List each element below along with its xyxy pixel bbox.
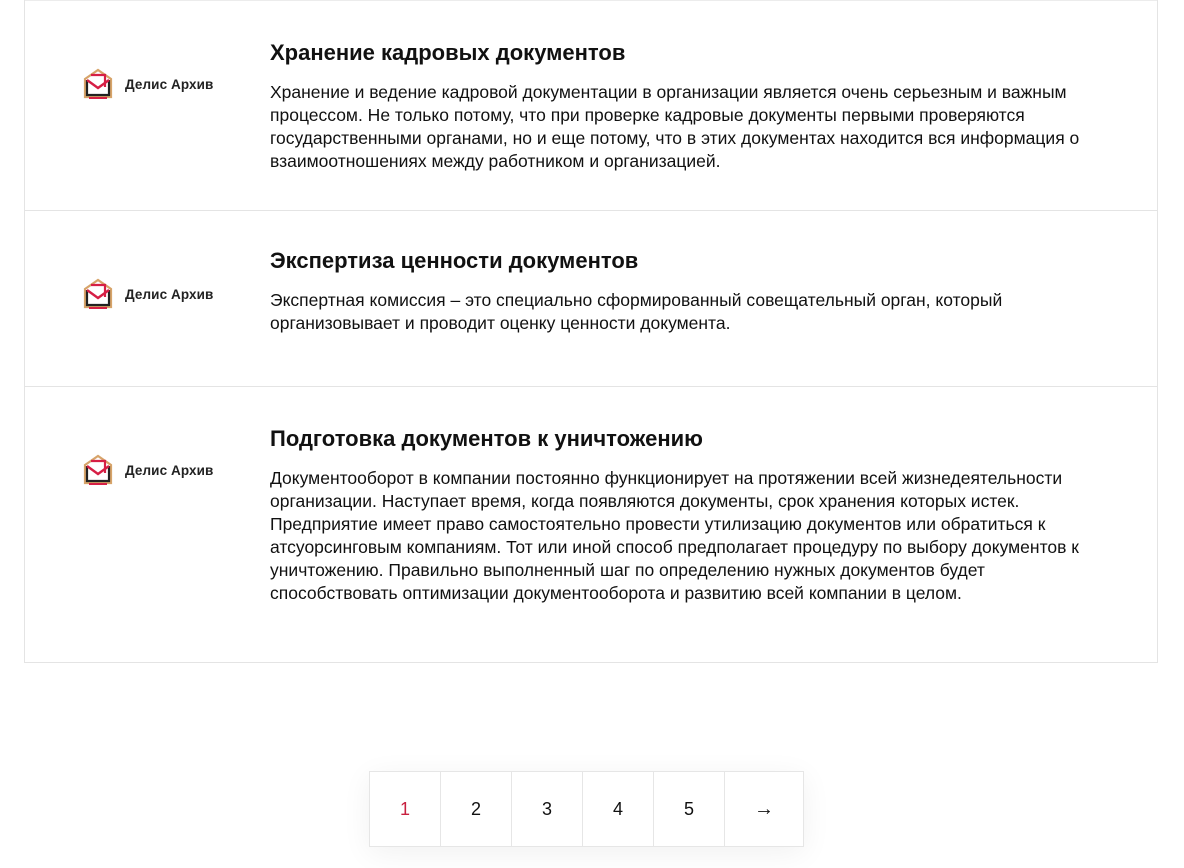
article-description: Хранение и ведение кадровой документации в организации является очень серьезным и важным процессом. Не только потому, что при проверке кадровые документы первыми проверяются государственными органами, но и еще потому, что в этих документах находится вся информация о взаимоотношениях между работником и организацией. bbox=[270, 82, 1080, 171]
brand-logo[interactable] bbox=[81, 67, 213, 101]
brand-name: Делис Архив bbox=[125, 286, 214, 302]
brand-logo[interactable] bbox=[81, 453, 213, 487]
article-title[interactable]: Экспертиза ценности документов bbox=[270, 248, 639, 273]
archive-logo-icon bbox=[81, 453, 115, 487]
archive-logo-icon bbox=[81, 67, 115, 101]
article-title[interactable]: Подготовка документов к уничтожению bbox=[270, 426, 703, 451]
article-content bbox=[270, 39, 1107, 173]
brand-name: Делис Архив bbox=[125, 76, 214, 92]
article-card bbox=[25, 386, 1157, 663]
page-button-5[interactable]: 5 bbox=[653, 771, 725, 847]
article-content bbox=[270, 247, 1107, 335]
page-button-2[interactable]: 2 bbox=[440, 771, 512, 847]
archive-logo-icon bbox=[81, 277, 115, 311]
brand-logo[interactable] bbox=[81, 277, 213, 311]
page-button-4[interactable]: 4 bbox=[582, 771, 654, 847]
next-page-arrow-icon[interactable]: → bbox=[724, 771, 804, 847]
article-card bbox=[25, 0, 1157, 210]
article-content bbox=[270, 425, 1107, 605]
page-button-3[interactable]: 3 bbox=[511, 771, 583, 847]
brand-name: Делис Архив bbox=[125, 462, 214, 478]
page-button-1[interactable]: 1 bbox=[369, 771, 441, 847]
article-card bbox=[25, 210, 1157, 386]
article-list bbox=[24, 0, 1158, 663]
article-title[interactable]: Хранение кадровых документов bbox=[270, 40, 626, 65]
article-description: Документооборот в компании постоянно функционирует на протяжении всей жизнедеятельности организации. Наступает время, когда появляются документы, срок хранения которых истек. Предприятие имеет право самостоятельно провести утилизацию документов или обратиться к атсуорсинговым компаниям. Тот или иной способ предполагает процедуру по выбору документов к уничтожению. Правильно выполненный шаг по определению нужных документов будет способствовать оптимизации документооборота и развитию всей компании в целом. bbox=[270, 468, 1079, 603]
pagination bbox=[369, 771, 804, 847]
article-description: Экспертная комиссия – это специально сформированный совещательный орган, который организовывает и проводит оценку ценности документа. bbox=[270, 290, 1003, 333]
